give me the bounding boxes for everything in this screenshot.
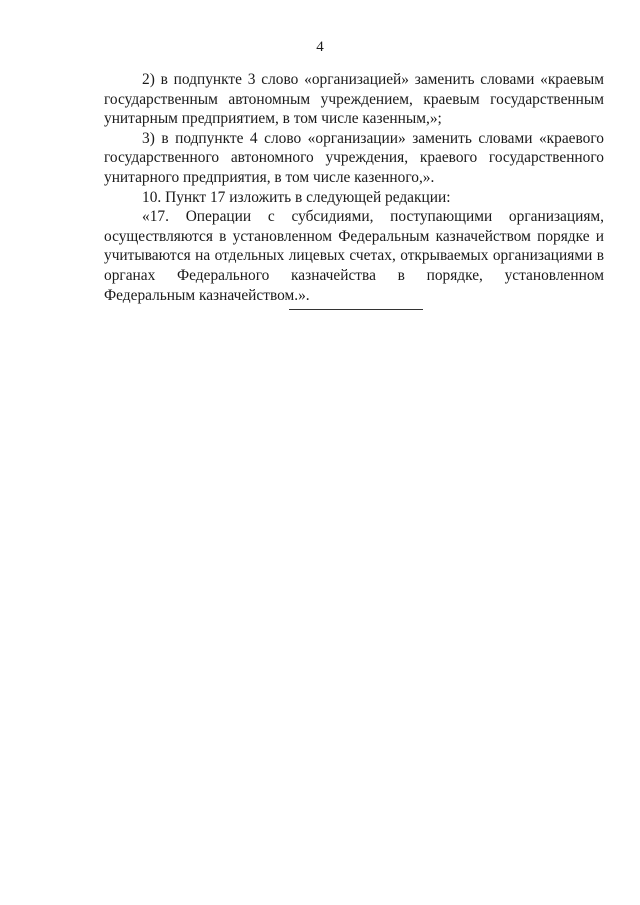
paragraph-subitem-2: 2) в подпункте 3 слово «организацией» заменить словами «краевым государственным автономным учреждением, краевым государственным унитарным предприятием, в том числе казенным,»; [104,71,604,128]
paragraph-subitem-3: 3) в подпункте 4 слово «организации» заменить словами «краевого государственного автономного учреждения, краевого государственного унитарного предприятия, в том числе казенного,». [104,129,604,186]
page-number: 4 [316,39,324,55]
paragraph-item-17-text: «17. Операции с субсидиями, поступающими организациям, осуществляются в установленном Федеральным казначейством порядке и учитываются на отдельных лицевых счетах, открываемых организациями в органах Федерального казначейства в порядке, установленном Федеральным казначейством.». [104,208,604,304]
paragraph-item-10: 10. Пункт 17 изложить в следующей редакции: [142,188,451,206]
document-body [104,70,604,305]
end-divider-line [289,309,423,310]
